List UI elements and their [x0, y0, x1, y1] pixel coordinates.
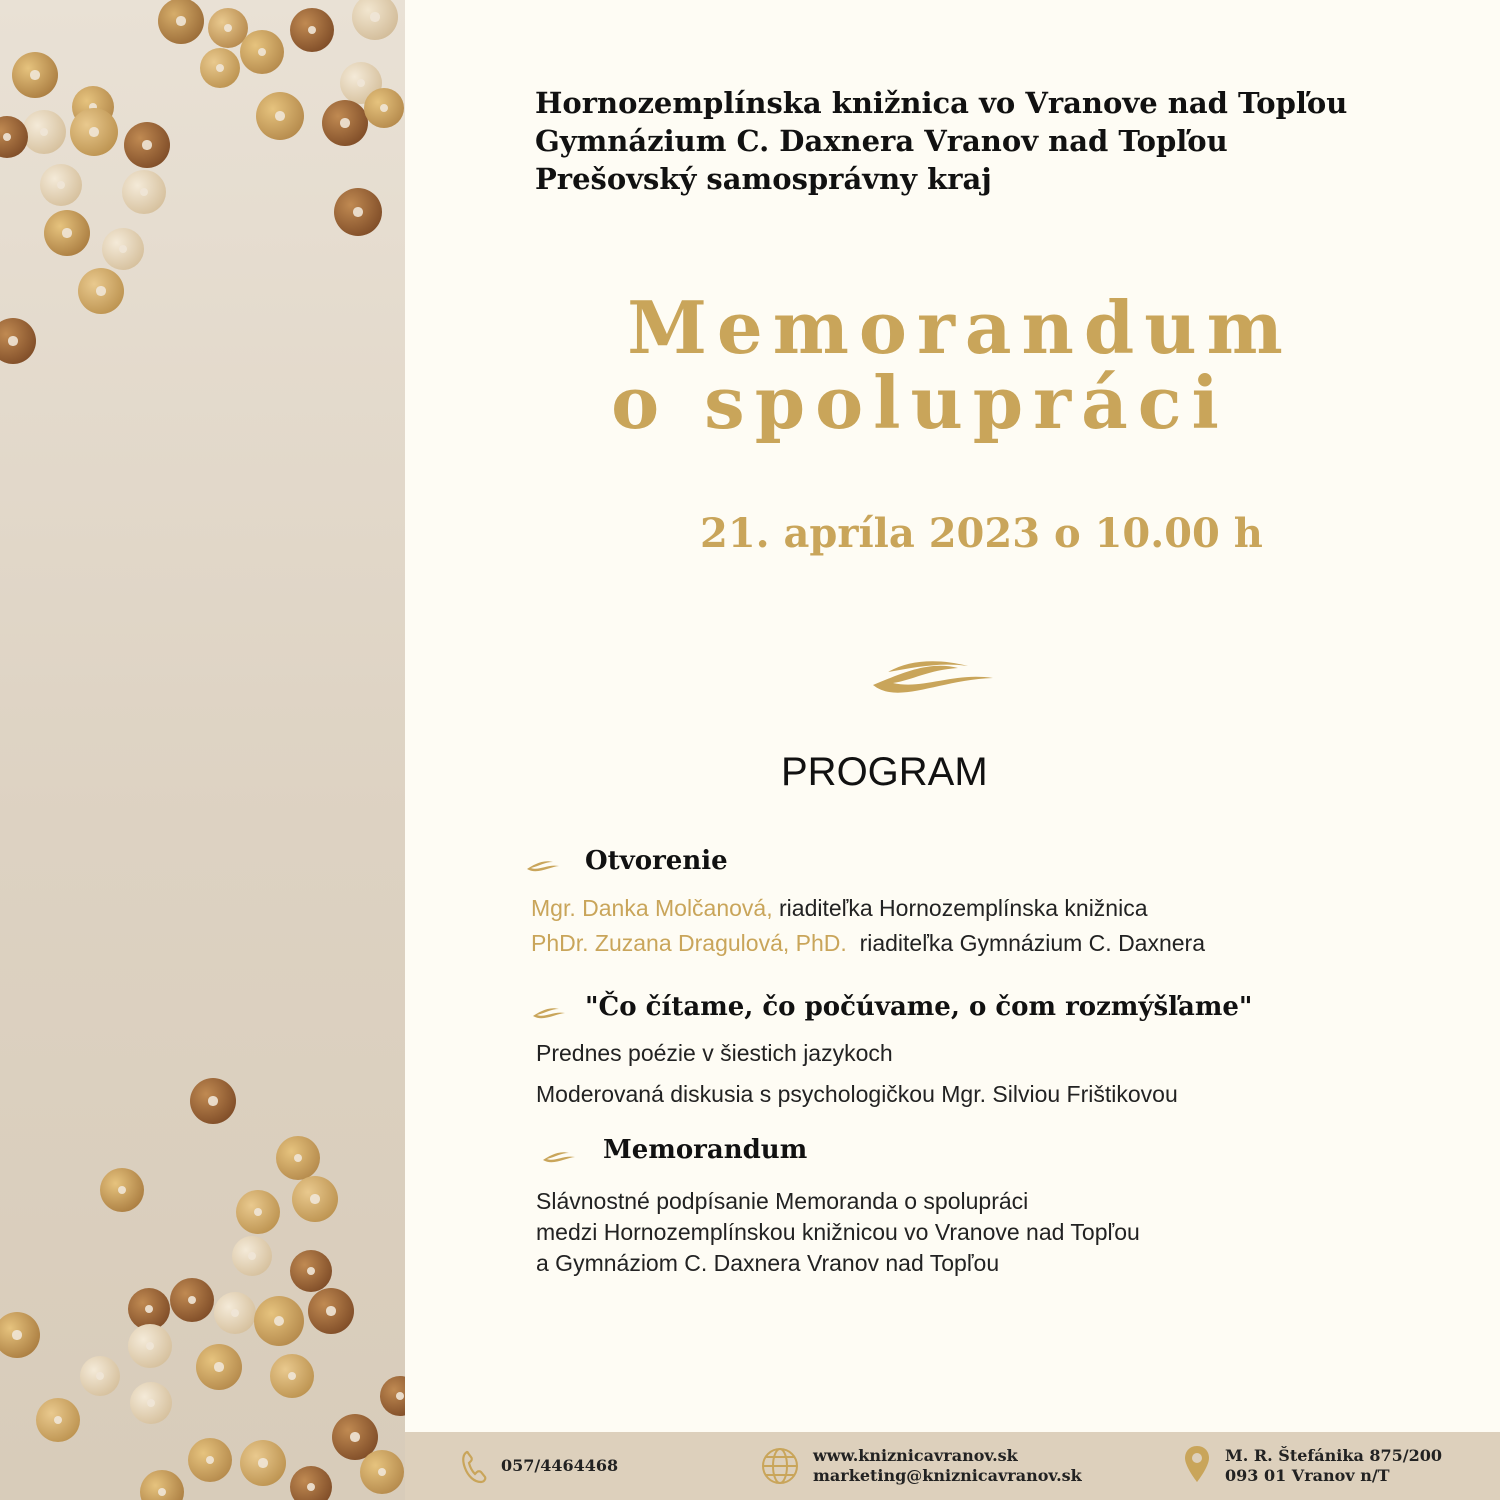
event-title-line1: Memorandum [627, 285, 1293, 370]
address-city: 093 01 Vranov n/T [1225, 1466, 1390, 1485]
sequin [196, 1344, 242, 1390]
phone-icon [461, 1450, 487, 1484]
sequin [158, 0, 204, 44]
program-heading: PROGRAM [781, 750, 988, 794]
sequin [334, 188, 382, 236]
sequin [308, 1288, 354, 1334]
organizer-library: Hornozemplínska knižnica vo Vranove nad Topľou [535, 86, 1348, 120]
decorative-sequin-panel [0, 0, 405, 1500]
sequin [256, 92, 304, 140]
globe-icon [760, 1446, 800, 1486]
speaker-role: riaditeľka Gymnázium C. Daxnera [859, 930, 1206, 956]
sequin [0, 1312, 40, 1358]
speaker-line [531, 930, 1205, 957]
sequin [290, 1466, 332, 1500]
section-title-opening: Otvorenie [585, 846, 728, 876]
speaker-role: riaditeľka Hornozemplínska knižnica [779, 895, 1148, 921]
sequin [102, 228, 144, 270]
section-title-memorandum: Memorandum [603, 1135, 808, 1165]
sequin [290, 1250, 332, 1292]
organizer-gymnasium: Gymnázium C. Daxnera Vranov nad Topľou [535, 124, 1228, 158]
sequin [380, 1376, 405, 1416]
sequin [290, 8, 334, 52]
sequin [364, 88, 404, 128]
organizer-region: Prešovský samosprávny kraj [535, 162, 992, 196]
section-bullet-icon [541, 1148, 577, 1166]
sequin [170, 1278, 214, 1322]
section-title-reading: "Čo čítame, čo počúvame, o čom rozmýšľame" [585, 992, 1253, 1022]
sequin [12, 52, 58, 98]
invitation-content [405, 0, 1500, 1432]
sequin [188, 1438, 232, 1482]
speaker-line [531, 895, 1148, 922]
organizers [535, 84, 1347, 198]
sequin [40, 164, 82, 206]
sequin [292, 1176, 338, 1222]
sequin [78, 268, 124, 314]
sequin [214, 1292, 256, 1334]
sequin [128, 1324, 172, 1368]
sequin [36, 1398, 80, 1442]
sequin [124, 122, 170, 168]
sequin [254, 1296, 304, 1346]
email-link[interactable]: marketing@kniznicavranov.sk [813, 1466, 1082, 1485]
event-title-line2: o spolupráci [611, 360, 1229, 445]
sequin [352, 0, 398, 40]
program-item: medzi Hornozemplínskou knižnicou vo Vranove nad Topľou [536, 1219, 1140, 1245]
event-date: 21. apríla 2023 o 10.00 h [700, 510, 1263, 557]
program-item: Slávnostné podpísanie Memoranda o spolupráci [536, 1188, 1029, 1214]
speaker-name: Mgr. Danka Molčanová, [531, 895, 773, 921]
sequin [80, 1356, 120, 1396]
sequin [240, 30, 284, 74]
website-link[interactable]: www.kniznicavranov.sk [813, 1446, 1018, 1465]
program-item: a Gymnáziom C. Daxnera Vranov nad Topľou [536, 1250, 1000, 1276]
sequin [240, 1440, 286, 1486]
sequin [22, 110, 66, 154]
contact-footer [405, 1432, 1500, 1500]
program-item: Prednes poézie v šiestich jazykoch [536, 1040, 893, 1066]
sequin [200, 48, 240, 88]
gold-flourish-divider [868, 650, 998, 700]
sequin [44, 210, 90, 256]
sequin [276, 1136, 320, 1180]
sequin [0, 318, 36, 364]
address-street: M. R. Štefánika 875/200 [1225, 1446, 1443, 1465]
section-bullet-icon [531, 1004, 567, 1022]
phone-number[interactable]: 057/4464468 [501, 1456, 619, 1475]
speaker-name: PhDr. Zuzana Dragulová, PhD. [531, 930, 847, 956]
sequin [360, 1450, 404, 1494]
section-bullet-icon [525, 857, 561, 875]
sequin [122, 170, 166, 214]
sequin [70, 108, 118, 156]
sequin [232, 1236, 272, 1276]
sequin [322, 100, 368, 146]
program-item: Moderovaná diskusia s psychologičkou Mgr. Silviou Frištikovou [536, 1081, 1178, 1107]
sequin [190, 1078, 236, 1124]
sequin [270, 1354, 314, 1398]
sequin [130, 1382, 172, 1424]
sequin [140, 1470, 184, 1500]
location-pin-icon [1183, 1444, 1211, 1484]
sequin [100, 1168, 144, 1212]
sequin [236, 1190, 280, 1234]
